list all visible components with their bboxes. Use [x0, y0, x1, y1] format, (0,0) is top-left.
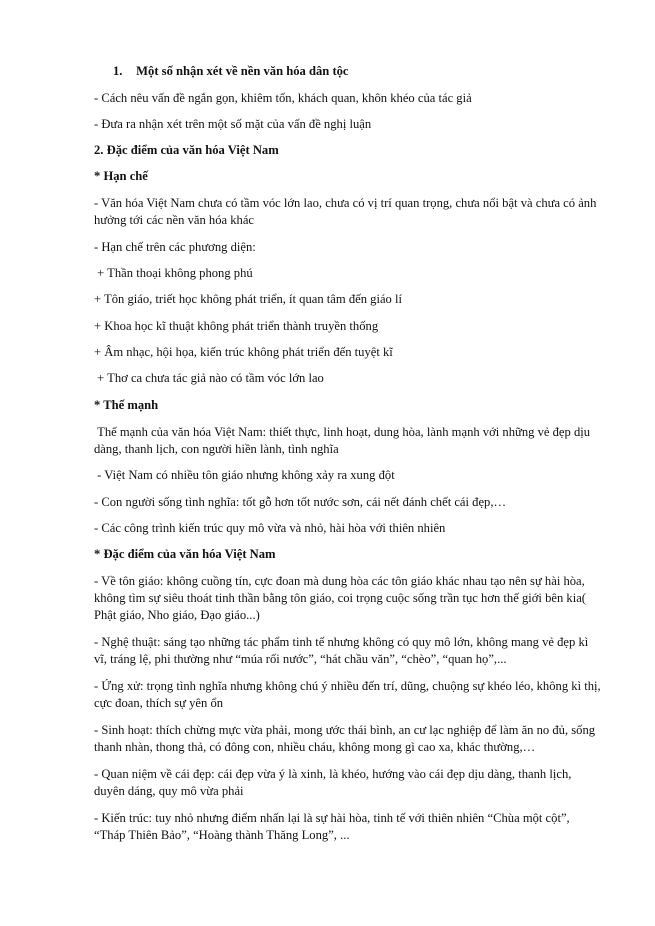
list-item: + Thơ ca chưa tác giả nào có tầm vóc lớn lao	[94, 371, 324, 385]
list-item: + Thần thoại không phong phú	[94, 266, 253, 280]
heading-limitations: * Hạn chế	[94, 169, 148, 183]
paragraph: - Sinh hoạt: thích chừng mực vừa phải, mong ước thái bình, an cư lạc nghiệp để làm ăn no đủ, sống thanh nhàn, thong thả, có đông con, nhiều cháu, không mong gì cao xa, khác thường,…	[94, 723, 596, 754]
list-item: + Tôn giáo, triết học không phát triển, ít quan tâm đến giáo lí	[94, 292, 403, 306]
paragraph: - Đưa ra nhận xét trên một số mặt của vấn đề nghị luận	[94, 117, 372, 131]
paragraph: - Nghệ thuật: sáng tạo những tác phẩm tinh tế nhưng không có quy mô lớn, không mang vẻ đẹp kì vĩ, tráng lệ, phi thường như “múa rối nước”, “hát chầu văn”, “chèo”, “quan họ”,...	[94, 635, 589, 666]
list-item: + Âm nhạc, hội họa, kiến trúc không phát triển đến tuyệt kĩ	[94, 345, 393, 359]
paragraph: - Các công trình kiến trúc quy mô vừa và nhỏ, hài hòa với thiên nhiên	[94, 521, 446, 535]
paragraph: - Việt Nam có nhiều tôn giáo nhưng không xảy ra xung đột	[94, 468, 395, 482]
paragraph: - Kiến trúc: tuy nhỏ nhưng điểm nhấn lại là sự hài hòa, tinh tế với thiên nhiên “Chùa một cột”, “Tháp Thiên Bảo”, “Hoàng thành Thăng Long”, ...	[94, 811, 570, 842]
heading-section-1: 1. Một số nhận xét về nền văn hóa dân tộc	[113, 64, 349, 78]
paragraph: - Con người sống tình nghĩa: tốt gỗ hơn tốt nước sơn, cái nết đánh chết cái đẹp,…	[94, 495, 507, 509]
paragraph: - Quan niệm về cái đẹp: cái đẹp vừa ý là xinh, là khéo, hướng vào cái đẹp dịu dàng, thanh lịch, duyên dáng, quy mô vừa phải	[94, 767, 572, 798]
paragraph: - Về tôn giáo: không cuồng tín, cực đoan mà dung hòa các tôn giáo khác nhau tạo nên sự hài hòa, không tìm sự siêu thoát tinh thần bằng tôn giáo, coi trọng cuộc sống trần tục hơn thế giới bên kia( Phật giáo, Nho giáo, Đạo giáo...)	[94, 574, 586, 622]
heading-section-2: 2. Đặc điểm của văn hóa Việt Nam	[94, 143, 279, 157]
paragraph: - Văn hóa Việt Nam chưa có tầm vóc lớn lao, chưa có vị trí quan trọng, chưa nổi bật và chưa có ảnh hưởng tới các nền văn hóa khác	[94, 196, 597, 227]
heading-strengths: * Thế mạnh	[94, 398, 159, 412]
paragraph: - Cách nêu vấn đề ngắn gọn, khiêm tốn, khách quan, khôn khéo của tác giả	[94, 91, 472, 105]
paragraph: Thế mạnh của văn hóa Việt Nam: thiết thực, linh hoạt, dung hòa, lành mạnh với những vẻ đẹp dịu dàng, thanh lịch, con người hiền lành, tình nghĩa	[94, 425, 594, 456]
paragraph: - Hạn chế trên các phương diện:	[94, 240, 256, 254]
paragraph: - Ứng xử: trọng tình nghĩa nhưng không chú ý nhiều đến trí, dũng, chuộng sự khéo léo, không kì thị, cực đoan, thích sự yên ổn	[94, 679, 601, 710]
heading-characteristics: * Đặc điểm của văn hóa Việt Nam	[94, 547, 276, 561]
list-item: + Khoa học kĩ thuật không phát triển thành truyền thống	[94, 319, 379, 333]
